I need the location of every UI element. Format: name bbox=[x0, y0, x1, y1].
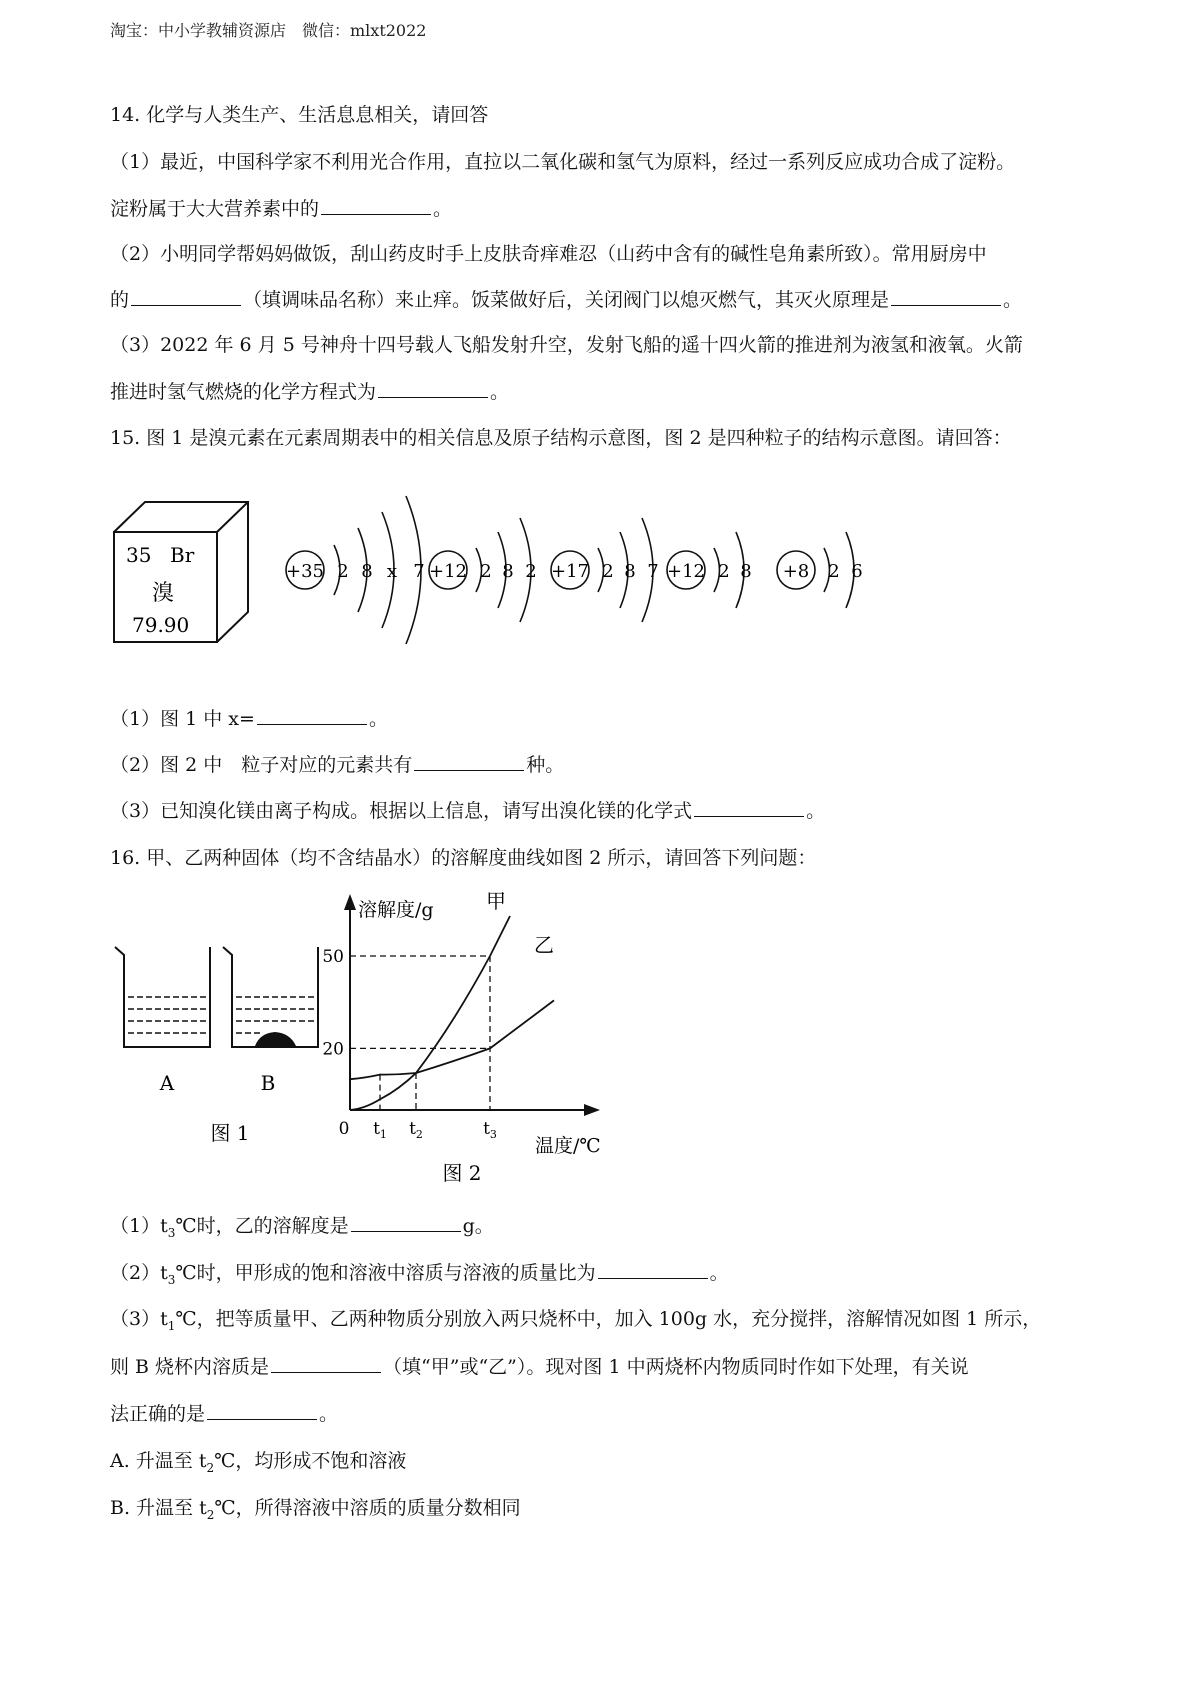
shell-electrons: 7 bbox=[647, 561, 659, 582]
answer-blank[interactable] bbox=[598, 1260, 708, 1279]
shell-electrons: 8 bbox=[502, 561, 514, 582]
answer-blank[interactable] bbox=[271, 1354, 381, 1373]
answer-blank[interactable] bbox=[257, 706, 367, 725]
answer-blank[interactable] bbox=[321, 196, 431, 215]
element-symbol: Br bbox=[170, 543, 195, 567]
atom-diagram-1 bbox=[286, 496, 425, 644]
figure-1-caption: 图 1 bbox=[210, 1121, 250, 1145]
x-tick-label: 0 bbox=[338, 1119, 350, 1139]
q16-sub1: $(1)t_3℃$时，乙的溶解度是 g。 bbox=[110, 1215, 494, 1240]
q14-part3-line1: （3）2022 年 6 月 5 号神舟十四号载人飞船发射升空，发射飞船的遥十四火箭的推进剂为液氢和液氧。火箭 bbox=[110, 334, 1023, 356]
y-tick-label: 20 bbox=[322, 1039, 344, 1060]
shell-electrons: 2 bbox=[602, 561, 614, 582]
beaker-b-label: B bbox=[260, 1071, 276, 1095]
beaker-a-label: A bbox=[159, 1071, 175, 1095]
q16-sub3-line2: 则 B 烧杯内溶质是 （填“甲”或“乙”）。现对图 1 中两烧杯内物质同时作如下处理，有关说 bbox=[110, 1356, 969, 1378]
shell-electrons: 2 bbox=[718, 561, 730, 582]
shell-electrons: 2 bbox=[828, 561, 840, 582]
atom-diagram-3 bbox=[551, 518, 659, 622]
atomic-mass: 79.90 bbox=[132, 613, 190, 637]
shell-electrons: 2 bbox=[480, 561, 492, 582]
solubility-chart bbox=[322, 889, 620, 1190]
undissolved-solid bbox=[255, 1032, 296, 1046]
q14-part3-line2: 推进时氢气燃烧的化学方程式为 。 bbox=[110, 381, 510, 403]
answer-blank[interactable] bbox=[891, 287, 1001, 306]
answer-blank[interactable] bbox=[694, 798, 804, 817]
shell-electrons: 6 bbox=[851, 561, 863, 582]
atom-diagram-2 bbox=[429, 518, 537, 622]
series-jia-curve bbox=[350, 916, 510, 1110]
q15-sub3: （3）已知溴化镁由离子构成。根据以上信息，请写出溴化镁的化学式 。 bbox=[110, 800, 826, 822]
q16-title: 16. 甲、乙两种固体（均不含结晶水）的溶解度曲线如图 2 所示，请回答下列问题： bbox=[110, 847, 817, 869]
q15-sub2: （2）图 2 中 粒子对应的元素共有 种。 bbox=[110, 754, 565, 776]
nucleus-charge: +8 bbox=[782, 561, 810, 582]
answer-blank[interactable] bbox=[414, 752, 524, 771]
option-a: A. 升温至 $t_2℃$，均形成不饱和溶液 bbox=[110, 1450, 407, 1475]
answer-blank[interactable] bbox=[351, 1213, 461, 1232]
atom-structure-figure bbox=[100, 470, 880, 670]
nucleus-charge: +17 bbox=[551, 561, 589, 582]
y-axis-label: 溶解度/g bbox=[358, 899, 434, 921]
shell-electrons: 2 bbox=[337, 561, 349, 582]
option-b: B. 升温至 $t_2℃$，所得溶液中溶质的质量分数相同 bbox=[110, 1497, 521, 1522]
q15-title: 15. 图 1 是溴元素在元素周期表中的相关信息及原子结构示意图，图 2 是四种粒子的结构示意图。请回答： bbox=[110, 427, 1012, 449]
atom-diagram-4 bbox=[667, 532, 752, 608]
q16-sub2: $(2)t_3℃$时，甲形成的饱和溶液中溶质与溶液的质量比为 。 bbox=[110, 1262, 729, 1287]
series-label: 乙 bbox=[534, 933, 554, 957]
series-label: 甲 bbox=[486, 889, 506, 913]
atom-diagram-5 bbox=[777, 532, 863, 608]
q14-part2-line1: （2）小明同学帮妈妈做饭，刮山药皮时手上皮肤奇痒难忍（山药中含有的碱性皂角素所致）。常用厨房中 bbox=[110, 243, 987, 265]
shell-electrons: 7 bbox=[413, 561, 425, 582]
nucleus-charge: +35 bbox=[286, 561, 324, 582]
q16-sub3-line1: $(3)t_1℃$，把等质量甲、乙两种物质分别放入两只烧杯中，加入 100g 水，充分搅拌，溶解情况如图 1 所示， bbox=[110, 1308, 1042, 1333]
q14-title: 14. 化学与人类生产、生活息息相关，请回答 bbox=[110, 104, 489, 126]
q16-sub3-line3: 法正确的是 。 bbox=[110, 1403, 339, 1425]
shell-electrons: x bbox=[386, 561, 398, 582]
y-tick-label: 50 bbox=[322, 947, 344, 967]
x-tick-label: $t_1$ bbox=[373, 1119, 387, 1141]
beaker-a bbox=[115, 947, 210, 1047]
shell-electrons: 2 bbox=[525, 561, 537, 582]
x-tick-label: $t_2$ bbox=[409, 1119, 423, 1141]
shell-electrons: 8 bbox=[624, 561, 636, 582]
answer-blank[interactable] bbox=[131, 287, 241, 306]
x-axis-label: 温度/℃ bbox=[535, 1135, 601, 1157]
shell-electrons: 8 bbox=[361, 561, 373, 582]
q15-sub1: （1）图 1 中 x= 。 bbox=[110, 708, 388, 730]
x-tick-label: $t_3$ bbox=[483, 1119, 497, 1141]
series-yi-curve bbox=[350, 1000, 554, 1079]
q14-part1-line2: 淀粉属于大大营养素中的 。 bbox=[110, 198, 453, 220]
beaker-figure bbox=[110, 935, 310, 1150]
answer-blank[interactable] bbox=[378, 379, 488, 398]
shell-electrons: 8 bbox=[740, 561, 752, 582]
beaker-b bbox=[223, 947, 318, 1047]
figure-2-caption: 图 2 bbox=[442, 1161, 482, 1185]
q14-part2-line2: 的 （填调味品名称）来止痒。饭菜做好后，关闭阀门以熄灭燃气，其灭火原理是 。 bbox=[110, 289, 1023, 311]
nucleus-charge: +12 bbox=[667, 561, 705, 582]
answer-blank[interactable] bbox=[207, 1401, 317, 1420]
element-name: 溴 bbox=[152, 581, 175, 606]
nucleus-charge: +12 bbox=[429, 561, 467, 582]
atomic-number: 35 bbox=[126, 543, 152, 567]
q14-part1-line1: （1）最近，中国科学家不利用光合作用，直拉以二氧化碳和氢气为原料，经过一系列反应成功合成了淀粉。 bbox=[110, 151, 1016, 173]
page-header: 淘宝：中小学教辅资源店 微信：mlxt2022 bbox=[110, 21, 427, 40]
